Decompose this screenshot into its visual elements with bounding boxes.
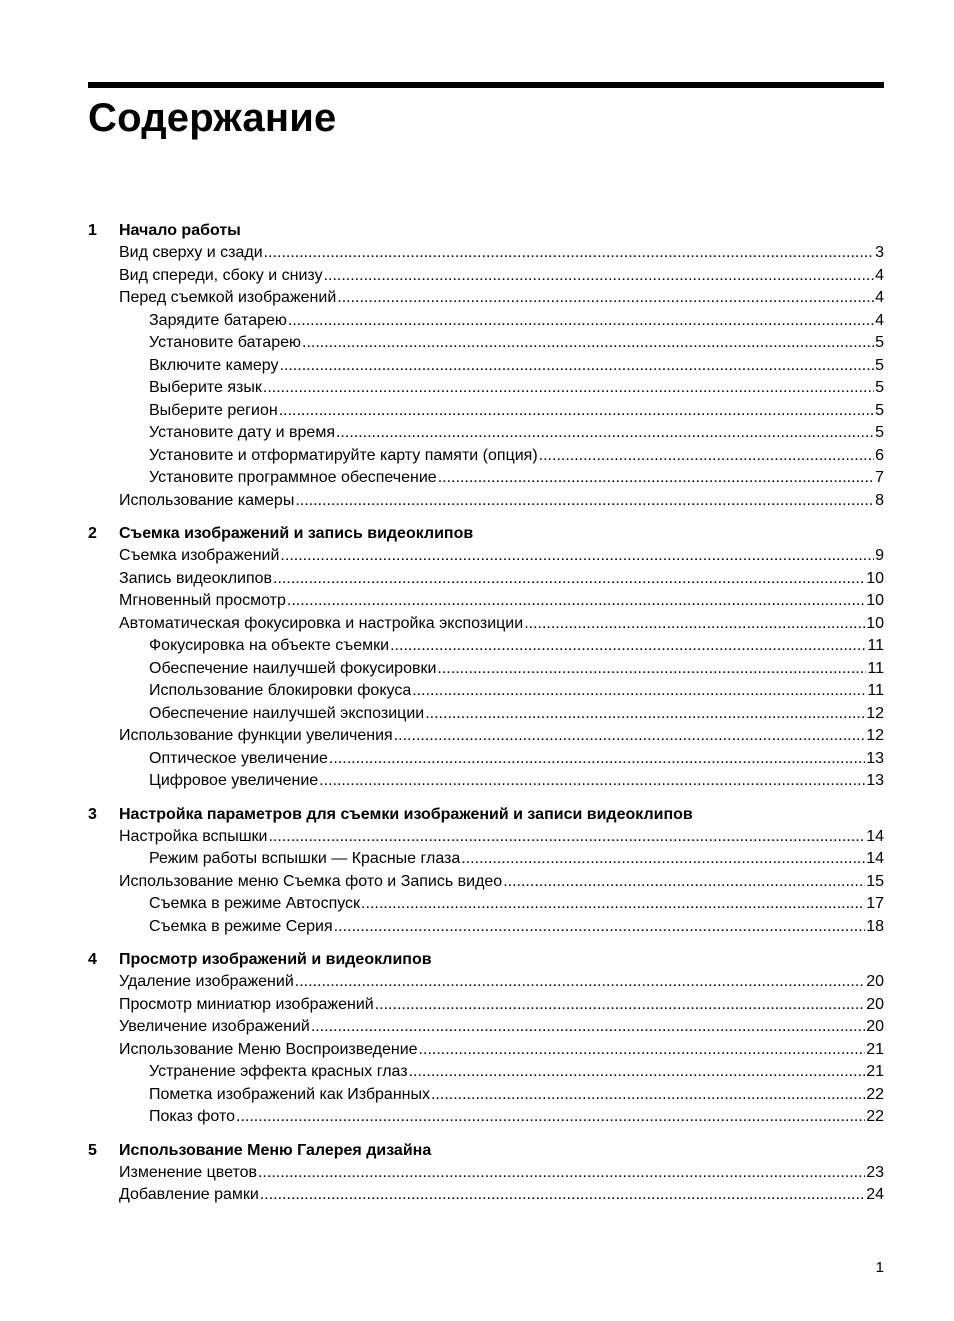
toc-entry-page: 17	[866, 895, 884, 912]
toc-entry[interactable]	[88, 310, 884, 333]
toc-entry-page: 5	[875, 379, 884, 396]
toc-entry-label: Использование функции увеличения	[119, 727, 393, 744]
toc-entry-label: Использование меню Съемка фото и Запись видео	[119, 872, 503, 890]
toc-entry[interactable]	[88, 377, 884, 400]
page-number: 1	[875, 1259, 884, 1276]
toc-entry-page: 11	[867, 659, 884, 677]
dot-leader	[409, 1061, 866, 1084]
dot-leader	[361, 893, 865, 916]
dot-leader	[295, 490, 874, 513]
dot-leader	[295, 971, 865, 994]
dot-leader	[419, 1039, 866, 1062]
chapter-title: Начало работы	[119, 222, 241, 239]
toc-entry-label: Использование камеры	[119, 491, 295, 509]
dot-leader	[394, 725, 865, 748]
toc-entry[interactable]	[88, 242, 884, 265]
toc-entry[interactable]	[88, 400, 884, 423]
dot-leader	[461, 848, 865, 871]
toc-entry-label: Установите программное обеспечение	[149, 469, 437, 486]
toc-entry-label: Просмотр миниатюр изображений	[119, 995, 374, 1013]
toc-entry-label: Изменение цветов	[119, 1163, 257, 1181]
chapter-heading[interactable]	[88, 1140, 884, 1162]
dot-leader	[334, 916, 866, 939]
toc-entry[interactable]	[88, 490, 884, 513]
toc-entry[interactable]	[88, 680, 884, 703]
toc-entry[interactable]	[88, 916, 884, 939]
dot-leader	[337, 287, 874, 310]
toc-entry[interactable]	[88, 590, 884, 613]
toc-entry-label: Цифровое увеличение	[149, 772, 319, 789]
toc-entry-label: Обеспечение наилучшей экспозиции	[149, 704, 425, 722]
toc-entry-page: 5	[875, 424, 884, 441]
dot-leader	[288, 310, 874, 333]
toc-entry[interactable]	[88, 994, 884, 1017]
toc-entry-page: 14	[866, 827, 884, 845]
chapter-heading[interactable]	[88, 949, 884, 971]
toc-entry-page: 13	[866, 772, 884, 789]
toc-entry[interactable]	[88, 658, 884, 681]
toc-entry-label: Фокусировка на объекте съемки	[149, 637, 390, 654]
toc-entry[interactable]	[88, 1184, 884, 1207]
dot-leader	[260, 1184, 865, 1207]
dot-leader	[438, 467, 874, 490]
toc-entry-label: Добавление рамки	[119, 1186, 259, 1203]
toc-entry-page: 11	[867, 637, 884, 654]
toc-entry[interactable]	[88, 287, 884, 310]
dot-leader	[375, 994, 865, 1017]
chapter-number: 4	[88, 951, 97, 968]
top-rule	[88, 82, 884, 88]
toc-entry-page: 22	[866, 1108, 884, 1125]
toc-entry-page: 4	[875, 289, 884, 306]
toc-entry-label: Показ фото	[149, 1108, 236, 1125]
toc-entry-page: 5	[875, 334, 884, 351]
toc-entry-label: Вид спереди, сбоку и снизу	[119, 266, 323, 284]
dot-leader	[336, 422, 874, 445]
toc-entry[interactable]	[88, 1162, 884, 1185]
toc-chapter	[88, 804, 884, 939]
dot-leader	[264, 242, 874, 265]
dot-leader	[279, 400, 874, 423]
toc-entry-label: Установите и отформатируйте карту памяти (опция)	[149, 446, 538, 464]
toc-entry[interactable]	[88, 826, 884, 849]
toc-entry-label: Пометка изображений как Избранных	[149, 1085, 430, 1103]
toc-entry-page: 14	[866, 850, 884, 867]
toc-entry-label: Выберите регион	[149, 401, 278, 419]
toc-entry[interactable]	[88, 893, 884, 916]
toc-entry[interactable]	[88, 971, 884, 994]
toc-chapter	[88, 220, 884, 512]
toc-entry-label: Съемка изображений	[119, 547, 280, 564]
toc-entry-page: 4	[875, 266, 884, 284]
toc-entry-label: Настройка вспышки	[119, 827, 268, 845]
toc-entry[interactable]	[88, 332, 884, 355]
dot-leader	[280, 545, 874, 568]
chapter-number: 3	[88, 805, 97, 823]
toc-entry-label: Автоматическая фокусировка и настройка экспозиции	[119, 614, 524, 632]
toc-entry-page: 15	[866, 872, 884, 890]
dot-leader	[311, 1016, 865, 1039]
toc-entry-label: Удаление изображений	[119, 973, 294, 990]
toc-entry-page: 4	[875, 311, 884, 329]
toc-entry-page: 11	[867, 682, 884, 699]
toc-entry-label: Оптическое увеличение	[149, 749, 328, 767]
toc-entry-page: 10	[866, 614, 884, 632]
toc-entry-page: 21	[866, 1040, 884, 1058]
toc-entry[interactable]	[88, 725, 884, 748]
toc-entry-label: Мгновенный просмотр	[119, 592, 286, 609]
toc-entry-page: 20	[866, 995, 884, 1013]
toc-entry[interactable]	[88, 613, 884, 636]
dot-leader	[503, 871, 865, 894]
toc-entry[interactable]	[88, 635, 884, 658]
toc-entry-page: 18	[866, 917, 884, 935]
toc-entry-page: 20	[866, 1018, 884, 1035]
dot-leader	[412, 680, 866, 703]
toc-entry-label: Режим работы вспышки — Красные глаза	[149, 850, 461, 867]
chapter-title: Использование Меню Галерея дизайна	[119, 1141, 432, 1159]
toc-chapter	[88, 949, 884, 1129]
toc-entry-label: Съемка в режиме Серия	[149, 917, 333, 935]
toc-entry-page: 3	[875, 244, 884, 261]
toc-entry-page: 10	[866, 592, 884, 609]
toc-entry[interactable]	[88, 568, 884, 591]
dot-leader	[258, 1162, 865, 1185]
chapter-title: Съемка изображений и запись видеоклипов	[119, 525, 474, 542]
toc-entry-page: 8	[875, 491, 884, 509]
dot-leader	[279, 355, 874, 378]
toc-entry[interactable]	[88, 355, 884, 378]
toc-entry-label: Зарядите батарею	[149, 311, 287, 329]
dot-leader	[287, 590, 865, 613]
chapter-heading[interactable]	[88, 804, 884, 826]
toc-entry-page: 7	[875, 469, 884, 486]
dot-leader	[437, 658, 866, 681]
toc-entry[interactable]	[88, 422, 884, 445]
toc-entry-page: 13	[866, 749, 884, 767]
toc-entry[interactable]	[88, 467, 884, 490]
toc-entry-label: Обеспечение наилучшей фокусировки	[149, 659, 437, 677]
toc-entry[interactable]	[88, 770, 884, 793]
dot-leader	[236, 1106, 865, 1129]
toc-entry[interactable]	[88, 748, 884, 771]
toc-chapter	[88, 1140, 884, 1207]
toc-entry[interactable]	[88, 1039, 884, 1062]
chapter-title: Настройка параметров для съемки изображений и записи видеоклипов	[119, 805, 693, 823]
toc-entry-page: 23	[866, 1163, 884, 1181]
toc-entry-label: Запись видеоклипов	[119, 569, 273, 587]
dot-leader	[425, 703, 865, 726]
dot-leader	[263, 377, 874, 400]
table-of-contents	[88, 220, 884, 1218]
toc-entry-label: Установите батарею	[149, 334, 301, 351]
toc-entry-page: 10	[866, 569, 884, 587]
dot-leader	[390, 635, 866, 658]
chapter-heading[interactable]	[88, 220, 884, 242]
toc-entry-label: Съемка в режиме Автоспуск	[149, 895, 361, 912]
toc-entry-page: 5	[875, 401, 884, 419]
toc-entry[interactable]	[88, 871, 884, 894]
dot-leader	[329, 748, 865, 771]
toc-entry[interactable]	[88, 445, 884, 468]
chapter-title: Просмотр изображений и видеоклипов	[119, 951, 432, 968]
toc-entry-page: 12	[866, 727, 884, 744]
toc-entry-page: 6	[875, 446, 884, 464]
dot-leader	[319, 770, 865, 793]
chapter-number: 1	[88, 222, 97, 239]
toc-entry[interactable]	[88, 1016, 884, 1039]
toc-entry[interactable]	[88, 1084, 884, 1107]
toc-entry[interactable]	[88, 1106, 884, 1129]
toc-chapter	[88, 523, 884, 793]
chapter-number: 2	[88, 525, 97, 542]
dot-leader	[302, 332, 874, 355]
toc-entry[interactable]	[88, 545, 884, 568]
dot-leader	[431, 1084, 865, 1107]
toc-entry[interactable]	[88, 703, 884, 726]
chapter-number: 5	[88, 1141, 97, 1159]
toc-entry-label: Использование блокировки фокуса	[149, 682, 412, 699]
chapter-heading[interactable]	[88, 523, 884, 545]
toc-entry-label: Выберите язык	[149, 379, 262, 396]
toc-entry-page: 5	[875, 356, 884, 374]
dot-leader	[524, 613, 865, 636]
dot-leader	[539, 445, 874, 468]
toc-entry-label: Устранение эффекта красных глаз	[149, 1063, 408, 1080]
toc-entry-label: Перед съемкой изображений	[119, 289, 337, 306]
toc-entry[interactable]	[88, 848, 884, 871]
toc-entry[interactable]	[88, 1061, 884, 1084]
toc-entry-label: Установите дату и время	[149, 424, 335, 441]
dot-leader	[273, 568, 865, 591]
toc-entry-label: Вид сверху и сзади	[119, 244, 263, 261]
toc-entry-page: 24	[866, 1186, 884, 1203]
page-title: Содержание	[88, 96, 337, 140]
toc-entry-label: Использование Меню Воспроизведение	[119, 1040, 418, 1058]
toc-entry-page: 21	[866, 1063, 884, 1080]
toc-entry-label: Увеличение изображений	[119, 1018, 310, 1035]
dot-leader	[268, 826, 865, 849]
toc-entry[interactable]	[88, 265, 884, 288]
toc-entry-page: 20	[866, 973, 884, 990]
dot-leader	[324, 265, 875, 288]
toc-entry-page: 12	[866, 704, 884, 722]
toc-entry-page: 9	[875, 547, 884, 564]
toc-entry-label: Включите камеру	[149, 356, 279, 374]
toc-entry-page: 22	[866, 1085, 884, 1103]
